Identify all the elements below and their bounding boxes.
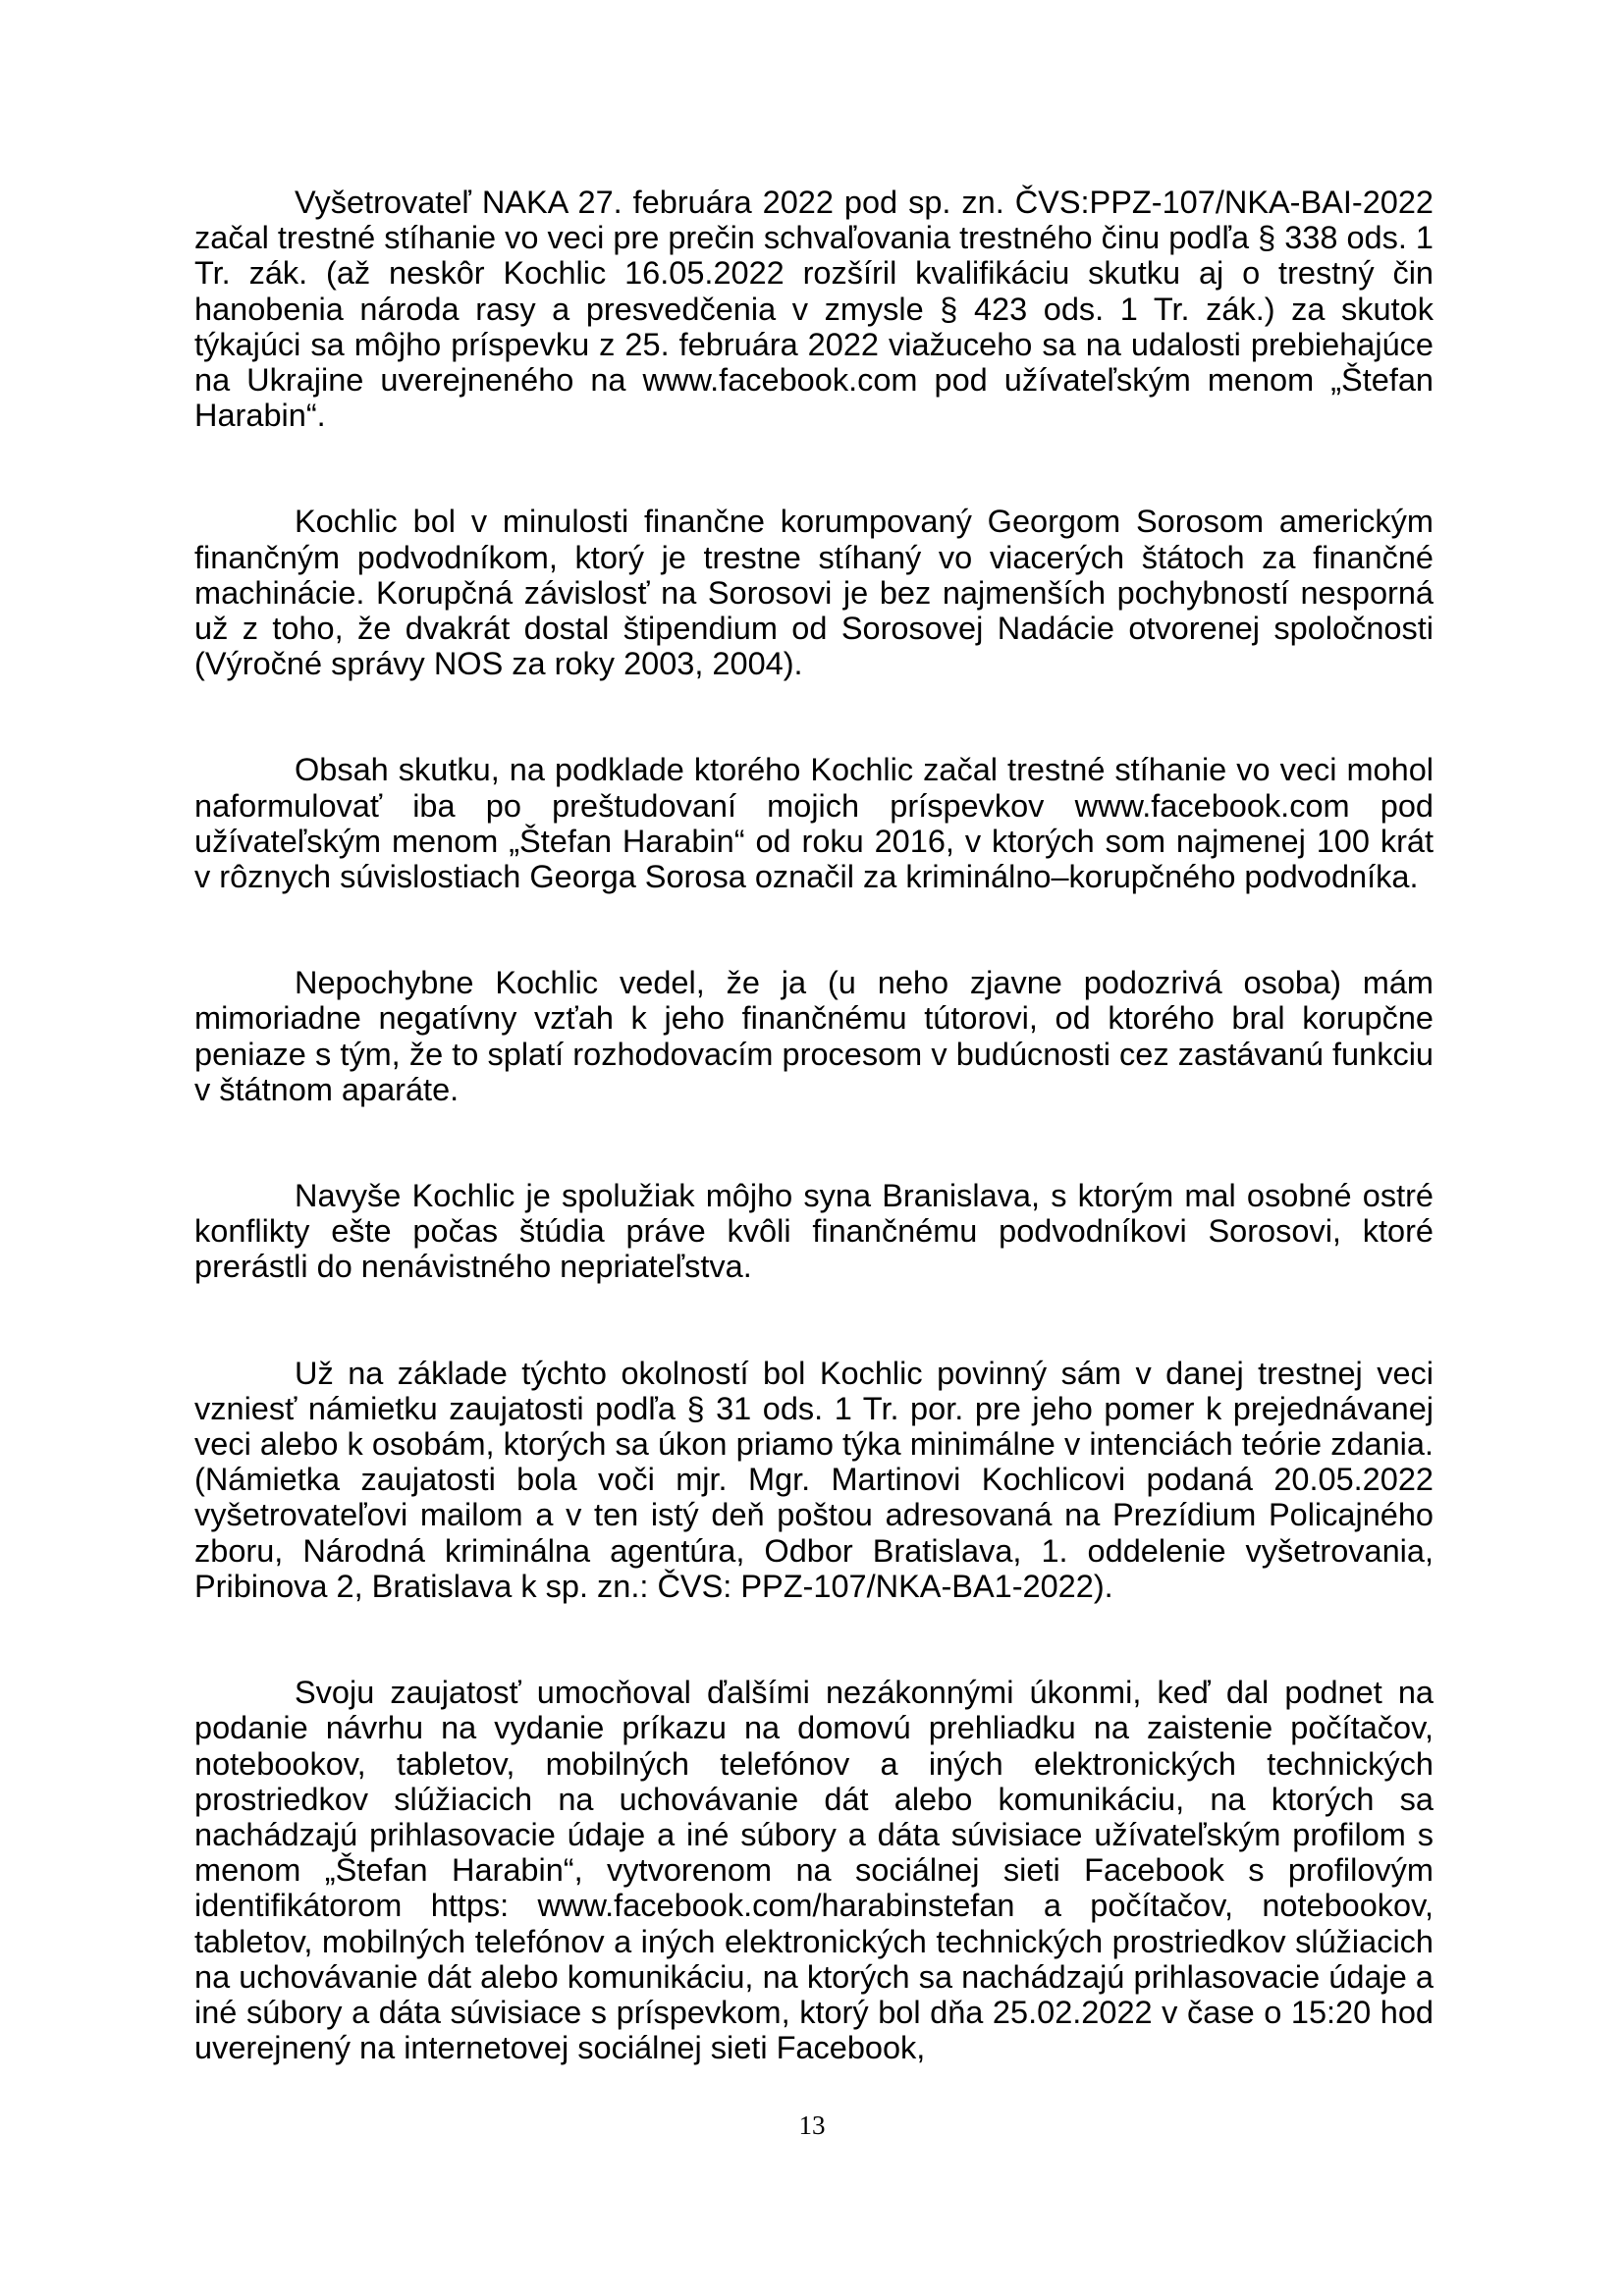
paragraph-3: Obsah skutku, na podklade ktorého Kochlic začal trestné stíhanie vo veci mohol naformulovať iba po preštudovaní mojich príspevkov www.facebook.com pod užívateľským menom „Štefan Harabin“ od roku 2016, v ktorých som najmenej 100 krát v rôznych súvislostiach Georga Sorosa označil za kriminálno–korupčného podvodníka. (194, 752, 1434, 895)
paragraph-5: Navyše Kochlic je spolužiak môjho syna Branislava, s ktorým mal osobné ostré konflikty ešte počas štúdia práve kvôli finančnému podvodníkovi Sorosovi, ktoré prerástli do nenávistného nepriateľstva. (194, 1178, 1434, 1285)
paragraph-7: Svoju zaujatosť umocňoval ďalšími nezákonnými úkonmi, keď dal podnet na podanie návrhu na vydanie príkazu na domovú prehliadku na zaistenie počítačov, notebookov, tabletov, mobilných telefónov a iných elektronických technických prostriedkov slúžiacich na uchovávanie dát alebo komunikáciu, na ktorých sa nachádzajú prihlasovacie údaje a iné súbory a dáta súvisiace užívateľským profilom s menom „Štefan Harabin“, vytvorenom na sociálnej sieti Facebook s profilovým identifikátorom https: www.facebook.com/harabinstefan a počítačov, notebookov, tabletov, mobilných telefónov a iných elektronických technických prostriedkov slúžiacich na uchovávanie dát alebo komunikáciu, na ktorých sa nachádzajú prihlasovacie údaje a iné súbory a dáta súvisiace s príspevkom, ktorý bol dňa 25.02.2022 v čase o 15:20 hod uverejnený na internetovej sociálnej sieti Facebook, (194, 1675, 1434, 2066)
document-body (194, 185, 1434, 2136)
paragraph-6: Už na základe týchto okolností bol Kochlic povinný sám v danej trestnej veci vzniesť námietku zaujatosti podľa § 31 ods. 1 Tr. por. pre jeho pomer k prejednávanej veci alebo k osobám, ktorých sa úkon priamo týka minimálne v intenciách teórie zdania. (Námietka zaujatosti bola voči mjr. Mgr. Martinovi Kochlicovi podaná 20.05.2022 vyšetrovateľovi mailom a v ten istý deň poštou adresovaná na Prezídium Policajného zboru, Národná kriminálna agentúra, Odbor Bratislava, 1. oddelenie vyšetrovania, Pribinova 2, Bratislava k sp. zn.: ČVS: PPZ-107/NKA-BA1-2022). (194, 1355, 1434, 1604)
paragraph-4: Nepochybne Kochlic vedel, že ja (u neho zjavne podozrivá osoba) mám mimoriadne negatívny vzťah k jeho finančnému tútorovi, od ktorého bral korupčne peniaze s tým, že to splatí rozhodovacím procesom v budúcnosti cez zastávanú funkciu v štátnom aparáte. (194, 965, 1434, 1107)
paragraph-2: Kochlic bol v minulosti finančne korumpovaný Georgom Sorosom americkým finančným podvodníkom, ktorý je trestne stíhaný vo viacerých štátoch za finančné machinácie. Korupčná závislosť na Sorosovi je bez najmenších pochybností nesporná už z toho, že dvakrát dostal štipendium od Sorosovej Nadácie otvorenej spoločnosti (Výročné správy NOS za roky 2003, 2004). (194, 504, 1434, 682)
page-number: 13 (798, 2110, 826, 2140)
paragraph-1: Vyšetrovateľ NAKA 27. februára 2022 pod sp. zn. ČVS:PPZ-107/NKA-BAI-2022 začal trestné stíhanie vo veci pre prečin schvaľovania trestného činu podľa § 338 ods. 1 Tr. zák. (až neskôr Kochlic 16.05.2022 rozšíril kvalifikáciu skutku aj o trestný čin hanobenia národa rasy a presvedčenia v zmysle § 423 ods. 1 Tr. zák.) za skutok týkajúci sa môjho príspevku z 25. februára 2022 viažuceho sa na udalosti prebiehajúce na Ukrajine uverejneného na www.facebook.com pod užívateľským menom „Štefan Harabin“. (194, 185, 1434, 434)
